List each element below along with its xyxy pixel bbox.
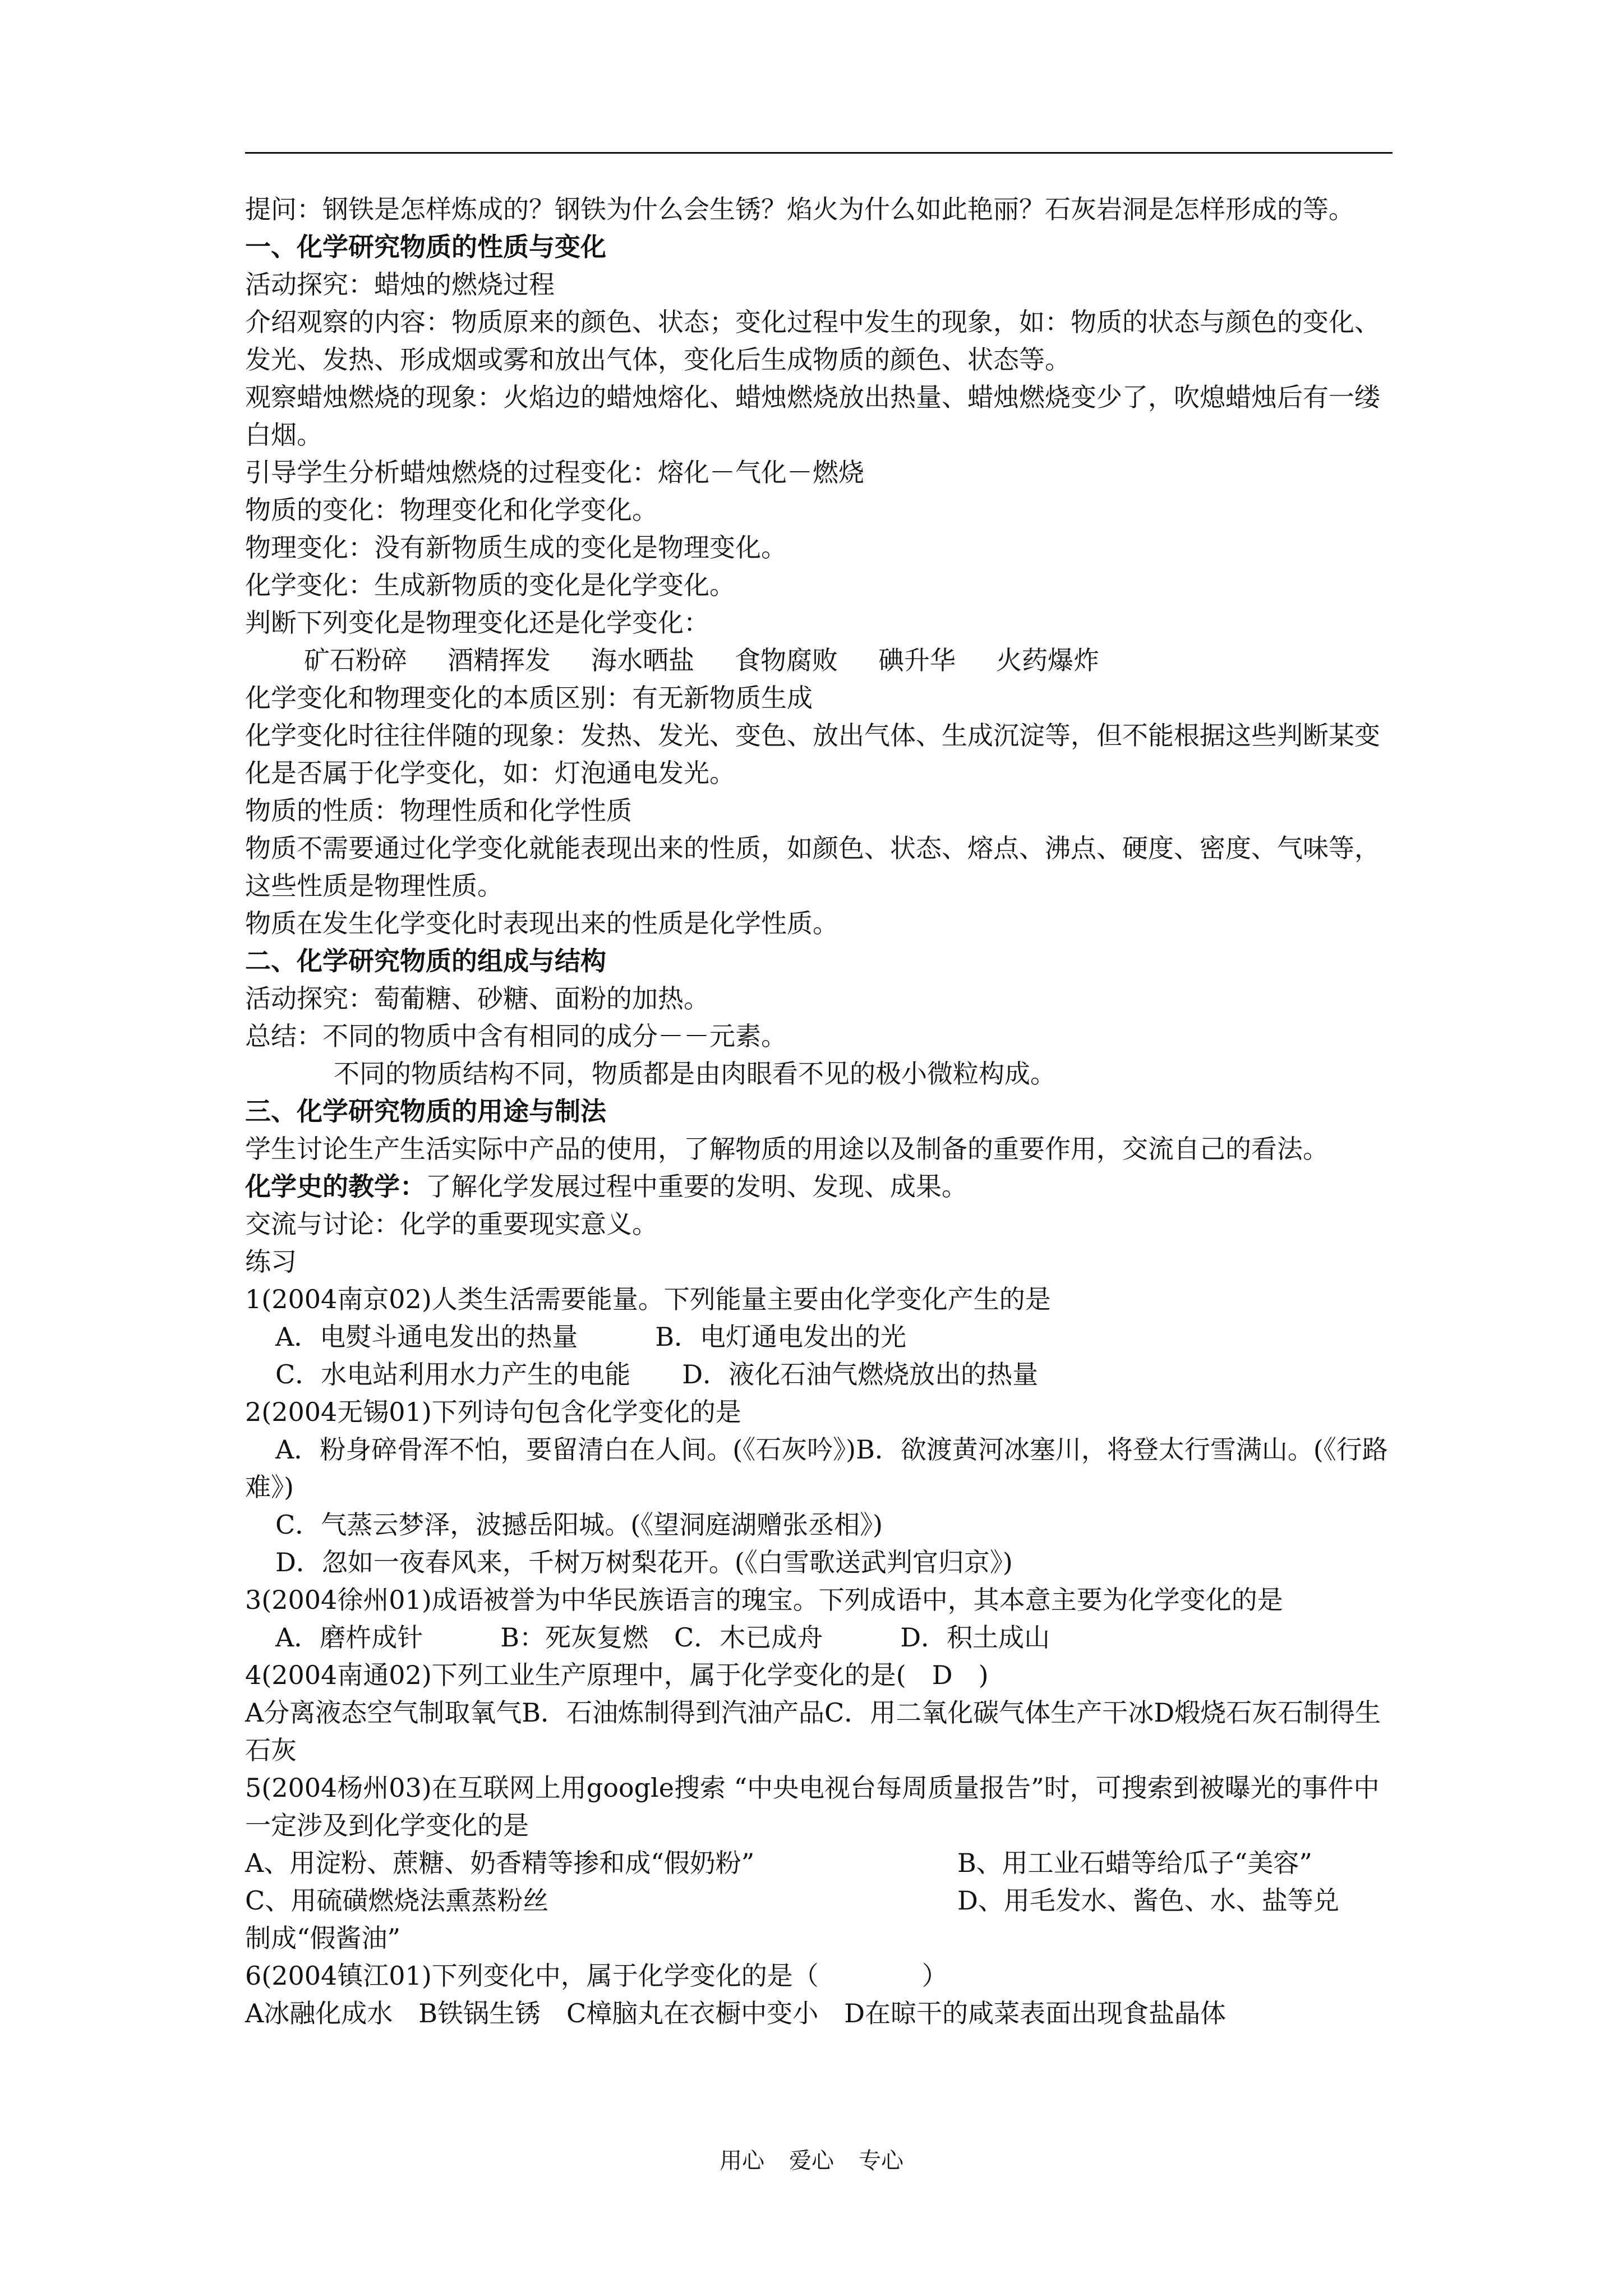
question-4-options: A分离液态空气制取氧气B．石油炼制得到汽油产品C．用二氧化碳气体生产干冰D煅烧石灰石制得生石灰 <box>245 1697 1381 1765</box>
s2-summary-2: 不同的物质结构不同，物质都是由肉眼看不见的极小微粒构成。 <box>334 1059 1056 1089</box>
question-5-option-a: A、用淀粉、蔗糖、奶香精等掺和成“假奶粉” <box>245 1848 755 1878</box>
history-text: 了解化学发展过程中重要的发明、发现、成果。 <box>426 1171 967 1202</box>
s1-chemical: 化学变化：生成新物质的变化是化学变化。 <box>245 570 735 600</box>
example-item: 食物腐败 <box>735 645 838 675</box>
s1-physical: 物理变化：没有新物质生成的变化是物理变化。 <box>245 532 787 563</box>
question-5-row-cd <box>245 1882 1395 1920</box>
example-item: 火药爆炸 <box>996 645 1099 675</box>
footer-word: 爱心 <box>789 2148 834 2174</box>
history-label: 化学史的教学： <box>245 1171 426 1202</box>
s1-chemprop: 物质在发生化学变化时表现出来的性质是化学性质。 <box>245 908 838 938</box>
s3-exchange: 交流与讨论：化学的重要现实意义。 <box>245 1209 658 1239</box>
question-4: 4(2004南通02)下列工业生产原理中，属于化学变化的是( D ) <box>245 1660 989 1690</box>
question-2-option-d: D．忽如一夜春风来，千树万树梨花开。(《白雪歌送武判官归京》) <box>275 1547 1013 1577</box>
section-1-heading: 一、化学研究物质的性质与变化 <box>245 232 606 262</box>
practice-title: 练习 <box>245 1246 297 1277</box>
s1-guide: 引导学生分析蜡烛燃烧的过程变化：熔化－气化－燃烧 <box>245 457 864 487</box>
header-rule <box>245 152 1393 154</box>
s1-property: 物质的性质：物理性质和化学性质 <box>245 795 632 826</box>
s2-summary-1: 总结：不同的物质中含有相同的成分－－元素。 <box>245 1021 787 1051</box>
example-item: 碘升华 <box>878 645 956 675</box>
s1-examples <box>245 642 1395 679</box>
intro-text: 提问：钢铁是怎样炼成的？钢铁为什么会生锈？焰火为什么如此艳丽？石灰岩洞是怎样形成的等。 <box>245 194 1354 224</box>
page-footer <box>0 2143 1623 2175</box>
footer-word: 专心 <box>859 2148 903 2174</box>
question-1-options-cd: C．水电站利用水力产生的电能 D．液化石油气燃烧放出的热量 <box>275 1359 1039 1389</box>
question-5: 5(2004杨州03)在互联网上用google搜索 “中央电视台每周质量报告”时，可搜索到被曝光的事件中一定涉及到化学变化的是 <box>245 1773 1380 1841</box>
question-5-option-d-cont: 制成“假酱油” <box>245 1923 401 1953</box>
s1-change: 物质的变化：物理变化和化学变化。 <box>245 495 658 525</box>
question-6-options: A冰融化成水 B铁锅生锈 C樟脑丸在衣橱中变小 D在晾干的咸菜表面出现食盐晶体 <box>245 1998 1227 2028</box>
question-1: 1(2004南京02)人类生活需要能量。下列能量主要由化学变化产生的是 <box>245 1284 1051 1314</box>
question-2-options-ab: A．粉身碎骨浑不怕，要留清白在人间。(《石灰吟》)B．欲渡黄河冰塞川，将登太行雪满山。(《行路难》) <box>245 1434 1388 1502</box>
example-item: 海水晒盐 <box>591 645 694 675</box>
question-2: 2(2004无锡01)下列诗句包含化学变化的是 <box>245 1397 741 1427</box>
s3-discuss: 学生讨论生产生活实际中产品的使用，了解物质的用途以及制备的重要作用，交流自己的看法。 <box>245 1134 1329 1164</box>
question-6: 6(2004镇江01)下列变化中，属于化学变化的是（ ） <box>245 1961 948 1991</box>
example-item: 矿石粉碎 <box>304 645 407 675</box>
section-2-heading: 二、化学研究物质的组成与结构 <box>245 946 606 976</box>
s1-essence: 化学变化和物理变化的本质区别：有无新物质生成 <box>245 683 813 713</box>
question-1-options-ab: A．电熨斗通电发出的热量 B．电灯通电发出的光 <box>275 1322 907 1352</box>
s1-activity: 活动探究：蜡烛的燃烧过程 <box>245 269 555 300</box>
s1-judge: 判断下列变化是物理变化还是化学变化： <box>245 608 709 638</box>
question-5-option-b: B、用工业石蜡等给瓜子“美容” <box>957 1848 1312 1878</box>
s2-activity: 活动探究：萄葡糖、砂糖、面粉的加热。 <box>245 983 709 1014</box>
section-3-heading: 三、化学研究物质的用途与制法 <box>245 1096 606 1126</box>
question-3: 3(2004徐州01)成语被誉为中华民族语言的瑰宝。下列成语中，其本意主要为化学变化的是 <box>245 1585 1283 1615</box>
question-2-option-c: C．气蒸云梦泽，波撼岳阳城。(《望洞庭湖赠张丞相》) <box>275 1510 883 1540</box>
s1-physprop: 物质不需要通过化学变化就能表现出来的性质，如颜色、状态、熔点、沸点、硬度、密度、气味等，这些性质是物理性质。 <box>245 833 1380 901</box>
question-5-row-ab <box>245 1844 1395 1882</box>
s3-history <box>245 1168 1395 1205</box>
question-3-options: A．磨杵成针 B：死灰复燃 C．木已成舟 D．积土成山 <box>275 1622 1050 1653</box>
footer-word: 用心 <box>720 2148 764 2174</box>
question-5-option-d: D、用毛发水、酱色、水、盐等兑 <box>957 1885 1339 1916</box>
s1-observe: 介绍观察的内容：物质原来的颜色、状态；变化过程中发生的现象，如：物质的状态与颜色的变化、发光、发热、形成烟或雾和放出气体，变化后生成物质的颜色、状态等。 <box>245 307 1380 375</box>
s1-phenomenon: 观察蜡烛燃烧的现象：火焰边的蜡烛熔化、蜡烛燃烧放出热量、蜡烛燃烧变少了，吹熄蜡烛后有一缕白烟。 <box>245 382 1380 450</box>
question-5-option-c: C、用硫磺燃烧法熏蒸粉丝 <box>245 1885 549 1916</box>
example-item: 酒精挥发 <box>448 645 551 675</box>
s1-accompany: 化学变化时往往伴随的现象：发热、发光、变色、放出气体、生成沉淀等，但不能根据这些判断某变化是否属于化学变化，如：灯泡通电发光。 <box>245 720 1380 788</box>
document-body <box>245 191 1395 2032</box>
